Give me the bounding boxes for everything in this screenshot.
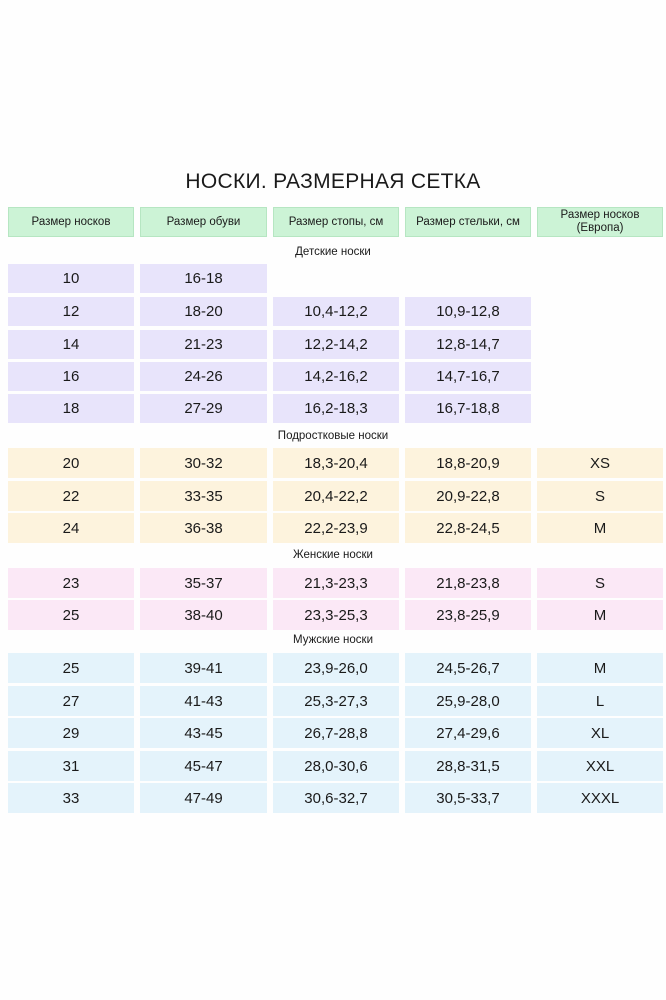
cell-sock-size: 24 <box>8 513 134 543</box>
page-title: НОСКИ. РАЗМЕРНАЯ СЕТКА <box>185 170 481 193</box>
header-sock-size: Размер носков <box>8 207 134 237</box>
cell-sock-size: 33 <box>8 783 134 813</box>
cell-foot-size: 16,2-18,3 <box>273 394 399 423</box>
cell-foot-size: 14,2-16,2 <box>273 362 399 391</box>
cell-eu-size: M <box>537 513 663 543</box>
cell-foot-size: 22,2-23,9 <box>273 513 399 543</box>
cell-eu-size: M <box>537 600 663 630</box>
cell-shoe-size: 33-35 <box>140 481 267 511</box>
cell-foot-size: 26,7-28,8 <box>273 718 399 748</box>
cell-shoe-size: 41-43 <box>140 686 267 716</box>
cell-insole-size: 22,8-24,5 <box>405 513 531 543</box>
cell-eu-size: XXXL <box>537 783 663 813</box>
cell-shoe-size: 27-29 <box>140 394 267 423</box>
cell-foot-size: 20,4-22,2 <box>273 481 399 511</box>
cell-insole-size: 24,5-26,7 <box>405 653 531 683</box>
cell-sock-size: 31 <box>8 751 134 781</box>
cell-insole-size: 27,4-29,6 <box>405 718 531 748</box>
cell-shoe-size: 30-32 <box>140 448 267 478</box>
cell-foot-size: 30,6-32,7 <box>273 783 399 813</box>
cell-eu-size: L <box>537 686 663 716</box>
cell-shoe-size: 16-18 <box>140 264 267 293</box>
cell-shoe-size: 43-45 <box>140 718 267 748</box>
cell-foot-size: 28,0-30,6 <box>273 751 399 781</box>
cell-shoe-size: 18-20 <box>140 297 267 326</box>
cell-eu-size: M <box>537 653 663 683</box>
cell-insole-size: 18,8-20,9 <box>405 448 531 478</box>
cell-shoe-size: 36-38 <box>140 513 267 543</box>
cell-eu-size: XL <box>537 718 663 748</box>
cell-insole-size: 20,9-22,8 <box>405 481 531 511</box>
section-label-teen: Подростковые носки <box>277 430 389 442</box>
cell-foot-size: 18,3-20,4 <box>273 448 399 478</box>
cell-foot-size: 12,2-14,2 <box>273 330 399 359</box>
cell-sock-size: 25 <box>8 600 134 630</box>
cell-sock-size: 12 <box>8 297 134 326</box>
cell-shoe-size: 21-23 <box>140 330 267 359</box>
cell-eu-size: XS <box>537 448 663 478</box>
header-insole-size: Размер стельки, см <box>405 207 531 237</box>
cell-insole-size: 28,8-31,5 <box>405 751 531 781</box>
cell-shoe-size: 24-26 <box>140 362 267 391</box>
header-shoe-size: Размер обуви <box>140 207 267 237</box>
cell-shoe-size: 39-41 <box>140 653 267 683</box>
cell-eu-size: S <box>537 481 663 511</box>
cell-foot-size: 21,3-23,3 <box>273 568 399 598</box>
section-label-men: Мужские носки <box>292 634 374 646</box>
cell-eu-size: XXL <box>537 751 663 781</box>
cell-insole-size: 14,7-16,7 <box>405 362 531 391</box>
cell-insole-size: 30,5-33,7 <box>405 783 531 813</box>
cell-sock-size: 16 <box>8 362 134 391</box>
cell-eu-size: S <box>537 568 663 598</box>
cell-foot-size: 23,3-25,3 <box>273 600 399 630</box>
cell-shoe-size: 45-47 <box>140 751 267 781</box>
cell-foot-size: 10,4-12,2 <box>273 297 399 326</box>
header-foot-size: Размер стопы, см <box>273 207 399 237</box>
section-label-kids: Детские носки <box>295 246 371 258</box>
cell-insole-size: 25,9-28,0 <box>405 686 531 716</box>
cell-sock-size: 29 <box>8 718 134 748</box>
cell-insole-size: 23,8-25,9 <box>405 600 531 630</box>
cell-shoe-size: 35-37 <box>140 568 267 598</box>
cell-insole-size: 21,8-23,8 <box>405 568 531 598</box>
cell-shoe-size: 38-40 <box>140 600 267 630</box>
cell-insole-size: 16,7-18,8 <box>405 394 531 423</box>
cell-sock-size: 22 <box>8 481 134 511</box>
cell-sock-size: 27 <box>8 686 134 716</box>
cell-insole-size: 10,9-12,8 <box>405 297 531 326</box>
cell-shoe-size: 47-49 <box>140 783 267 813</box>
cell-sock-size: 20 <box>8 448 134 478</box>
cell-sock-size: 14 <box>8 330 134 359</box>
cell-sock-size: 18 <box>8 394 134 423</box>
header-eu-size: Размер носков (Европа) <box>537 207 663 237</box>
cell-sock-size: 10 <box>8 264 134 293</box>
section-label-women: Женские носки <box>293 549 373 561</box>
cell-foot-size: 25,3-27,3 <box>273 686 399 716</box>
cell-insole-size: 12,8-14,7 <box>405 330 531 359</box>
cell-sock-size: 25 <box>8 653 134 683</box>
cell-sock-size: 23 <box>8 568 134 598</box>
cell-foot-size: 23,9-26,0 <box>273 653 399 683</box>
